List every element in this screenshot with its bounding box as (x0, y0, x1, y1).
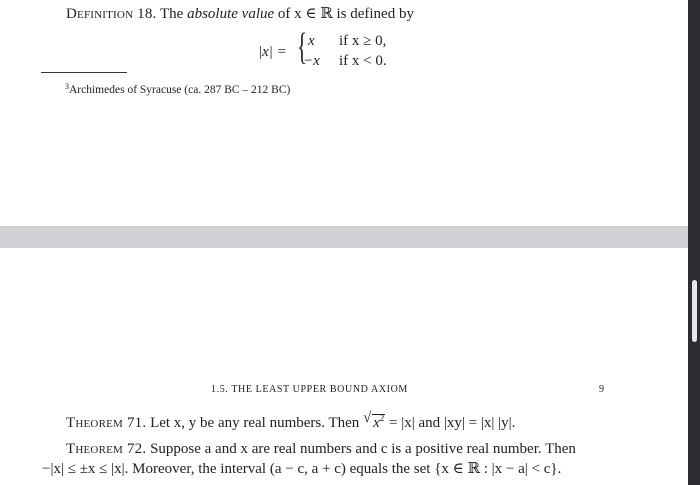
footnote (65, 82, 290, 96)
running-header-title: 1.5. THE LEAST UPPER BOUND AXIOM (211, 384, 408, 395)
cases-lhs: |x| = (258, 44, 287, 60)
page-separator (0, 226, 688, 248)
theorem72-line1-text: Suppose a and x are real numbers and c is a positive real number. Then (150, 441, 576, 457)
viewer-scrollbar-thumb[interactable] (692, 280, 697, 342)
footnote-text: Archimedes of Syracuse (ca. 287 BC – 212 BC) (69, 84, 291, 96)
theorem-71 (66, 410, 516, 432)
footnote-rule (41, 72, 127, 73)
theorem71-text-a: Let x, y be any real numbers. Then (150, 415, 360, 431)
case2-condition: if x < 0. (339, 53, 387, 69)
theorem72-label: Theorem 72. (66, 441, 147, 457)
theorem71-label: Theorem 71. (66, 415, 147, 431)
page-number: 9 (599, 384, 604, 395)
theorem-72-line1 (66, 441, 576, 458)
case1-value: x (308, 33, 315, 49)
sqrt-base: x (373, 415, 380, 431)
sqrt-exponent: 2 (379, 413, 385, 423)
case1-condition: if x ≥ 0, (339, 33, 387, 49)
case2-value: −x (303, 53, 320, 69)
viewer-scrollbar-track[interactable] (688, 0, 700, 485)
definition-post: of x ∈ ℝ is defined by (277, 6, 414, 22)
left-brace: { (297, 26, 308, 68)
definition-term: absolute value (187, 6, 275, 22)
theorem71-text-b: = |x| and |xy| = |x| |y|. (388, 415, 516, 431)
sqrt-expression (363, 410, 385, 432)
definition-18 (66, 4, 414, 23)
definition-pre: The (160, 6, 184, 22)
footnote-marker: 3 (65, 82, 69, 91)
theorem-72-line2: −|x| ≤ ±x ≤ |x|. Moreover, the interval (a − c, a + c) equals the set {x ∈ ℝ : |x − a| < c}. (42, 461, 562, 477)
radical-sign: √ (363, 410, 372, 426)
definition-label: Definition 18. (66, 6, 157, 22)
document-page-top (0, 0, 688, 226)
